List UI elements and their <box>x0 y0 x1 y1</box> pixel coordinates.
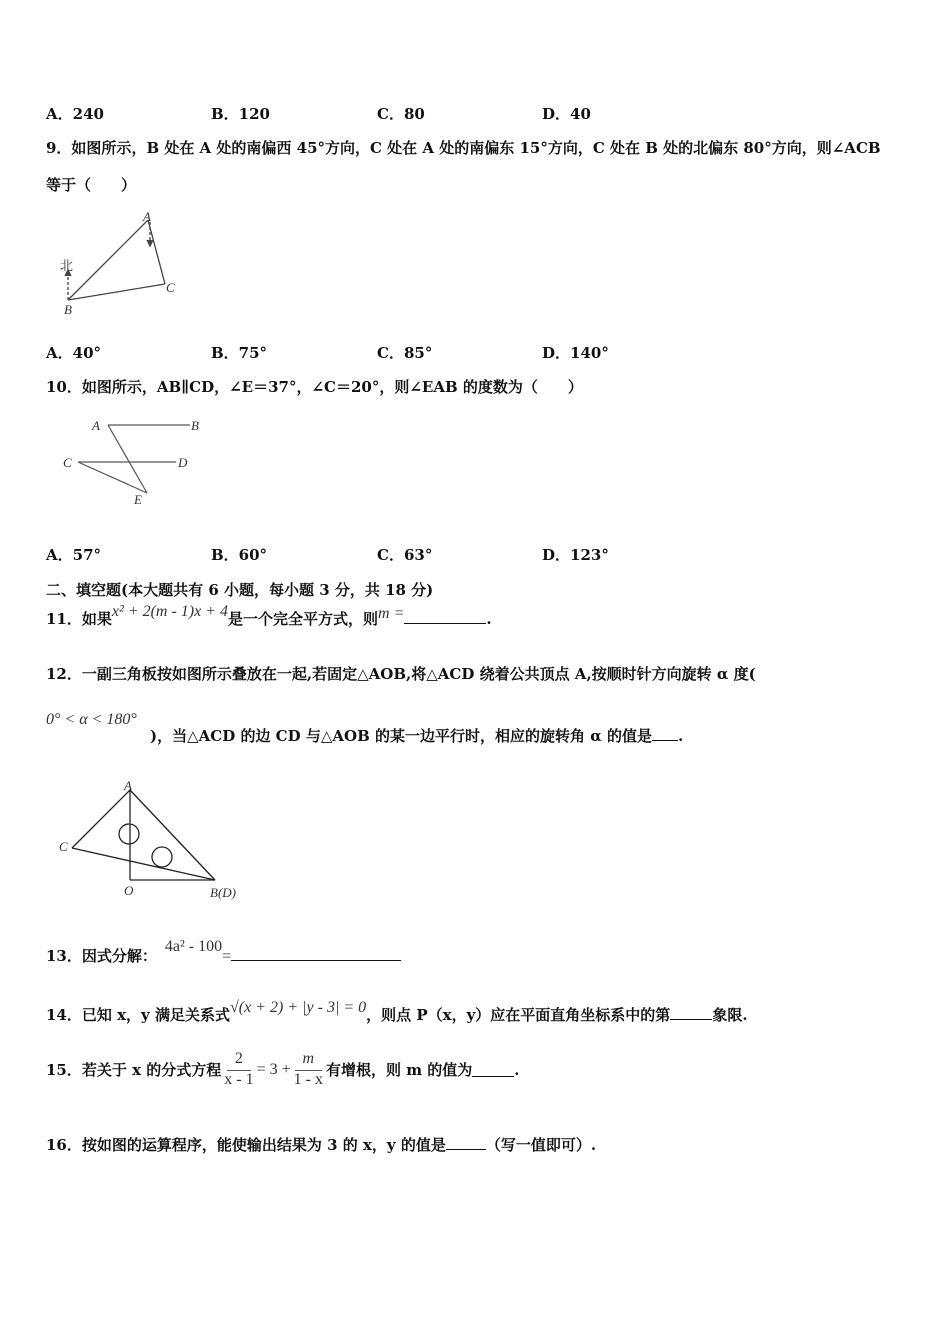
q9-option-c: C．85° <box>377 344 433 362</box>
q15: 15．若关于 x 的分式方程 $\frac{2}{x - 1}$ = 3 + $\frac{m}{1 - x}$ 有增根，则 m 的值为 . <box>46 1050 520 1088</box>
q11-var: m = <box>378 605 405 622</box>
q10-figure <box>78 425 190 493</box>
q15-prefix: 15．若关于 x 的分式方程 <box>46 1061 222 1079</box>
q12-figure <box>72 790 215 880</box>
q11-expr: x² + 2(m - 1)x + 4 <box>111 603 229 620</box>
q14-prefix: 14．已知 x，y 满足关系式 <box>46 1006 230 1024</box>
q11-answer-blank[interactable] <box>404 609 486 624</box>
q12-label-bd: B(D) <box>210 885 236 900</box>
q13-prefix: 13．因式分解： <box>46 947 157 965</box>
q12-label-c: C <box>59 839 68 854</box>
q11-suffix: . <box>486 610 492 628</box>
q8-option-c: C．80 <box>377 105 425 123</box>
q12-label-a: A <box>124 778 132 793</box>
q10-label-d: D <box>178 455 188 470</box>
q16: 16．按如图的运算程序，能使输出结果为 3 的 x，y 的值是 （写一值即可）. <box>46 1136 597 1154</box>
q9-option-a: A．40° <box>46 344 102 362</box>
q9-text-cont: 等于（ ） <box>46 176 137 194</box>
q12-text: 12．一副三角板按如图所示叠放在一起,若固定△AOB,将△ACD 绕着公共顶点 A,按顺时针方向旋转 α 度( <box>46 665 756 683</box>
q10-option-a: A．57° <box>46 546 102 564</box>
section2-heading: 二、填空题(本大题共有 6 小题，每小题 3 分，共 18 分) <box>46 581 434 599</box>
q15-fraction-2: $\frac{m}{1 - x}$ <box>293 1050 323 1088</box>
q10-text: 10．如图所示，AB∥CD，∠E＝37°，∠C＝20°，则∠EAB 的度数为（ ） <box>46 378 583 396</box>
q15-answer-blank[interactable] <box>472 1062 514 1077</box>
q14-expr: √(x + 2) + |y - 3| = 0 <box>229 999 367 1016</box>
q10-option-b: B．60° <box>211 546 268 564</box>
q14: 14．已知 x，y 满足关系式√(x + 2) + |y - 3| = 0，则点 P（x，y）应在平面直角坐标系中的第 象限. <box>46 999 748 1024</box>
q9-option-d: D．140° <box>542 344 609 362</box>
q9-label-b: B <box>64 302 72 317</box>
q12-label-o: O <box>124 883 134 898</box>
q8-option-b: B．120 <box>211 105 270 123</box>
q10-option-c: C．63° <box>377 546 433 564</box>
q10-label-b: B <box>191 418 199 433</box>
q9-label-north: 北 <box>60 258 74 273</box>
q15-fraction-1: $\frac{2}{x - 1}$ <box>224 1050 254 1088</box>
q11-prefix: 11．如果 <box>46 610 112 628</box>
q13-answer-blank[interactable] <box>231 946 401 961</box>
q9-label-a: A <box>143 209 151 224</box>
q11-middle: 是一个完全平方式，则 <box>228 610 379 628</box>
q15-middle: 有增根，则 m 的值为 <box>325 1061 473 1079</box>
q13: 13．因式分解：4a² - 100= <box>46 945 401 966</box>
q13-expr: 4a² - 100 <box>164 938 223 955</box>
q8-option-d: D．40 <box>542 105 591 123</box>
q10-label-e: E <box>134 492 142 507</box>
q8-option-a: A．240 <box>46 105 104 123</box>
q14-answer-blank[interactable] <box>670 1005 712 1020</box>
q12-range: 0° < α < 180° <box>46 711 137 728</box>
q12-text-cont: )，当△ACD 的边 CD 与△AOB 的某一边平行时，相应的旋转角 α 的值是 . <box>150 727 684 745</box>
q10-label-a: A <box>92 418 100 433</box>
q9-figure <box>65 220 165 300</box>
q12-answer-blank[interactable] <box>652 726 678 741</box>
q16-answer-blank[interactable] <box>446 1135 486 1150</box>
q14-middle: ，则点 P（x，y）应在平面直角坐标系中的第 <box>366 1006 671 1024</box>
q11 <box>46 603 492 629</box>
q16-prefix: 16．按如图的运算程序，能使输出结果为 3 的 x，y 的值是 <box>46 1136 446 1154</box>
q10-label-c: C <box>63 455 72 470</box>
q9-label-c: C <box>166 280 175 295</box>
q9-text: 9．如图所示，B 处在 A 处的南偏西 45°方向，C 处在 A 处的南偏东 15°方向，C 处在 B 处的北偏东 80°方向，则∠ACB <box>46 139 881 157</box>
q10-option-d: D．123° <box>542 546 609 564</box>
q9-option-b: B．75° <box>211 344 268 362</box>
